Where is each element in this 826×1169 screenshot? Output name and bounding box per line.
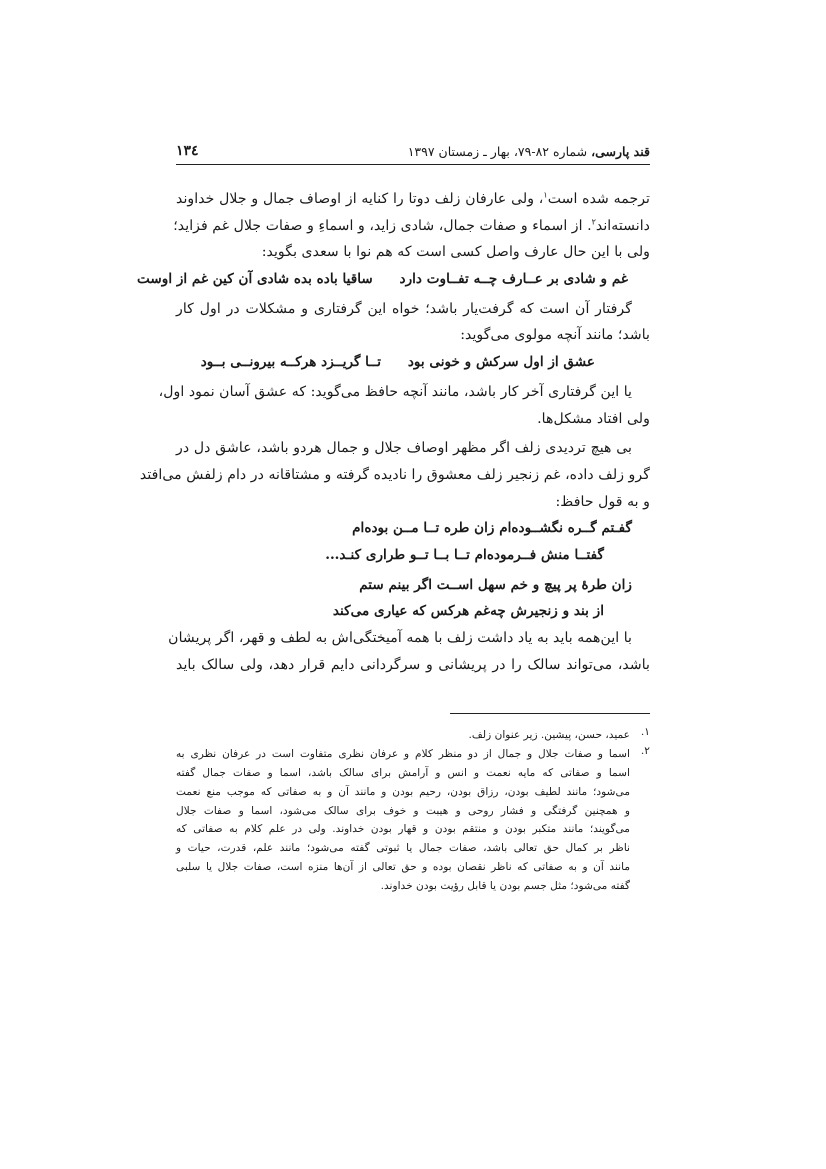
running-header <box>176 142 650 165</box>
page-number: ۱۳٤ <box>176 143 199 159</box>
verse-line: زان طرهٔ پر پیچ و خم سهل اســت اگر بینم ستم <box>359 576 632 593</box>
footnote <box>176 726 650 745</box>
text-line: ولی با این حال عارف واصل کسی است که هم نوا با سعدی بگوید: <box>261 244 650 261</box>
footnote-ref: ۲ <box>591 216 596 226</box>
footnote-line: و همچنین گرفتگی و فشار روحی و هیبت و خوف برای سالک می‌شود، اسما و صفات جلال <box>176 804 630 817</box>
footnote-line: اسما و صفاتی که مایه نعمت و انس و آرامش برای سالک باشد، اسما و صفات جمال گفته <box>176 766 630 779</box>
issue-info: شماره ۸۲-۷۹، بهار ـ زمستان ۱۳۹۷ <box>407 144 588 159</box>
verse-line <box>176 349 650 376</box>
footnote-line: می‌گویند؛ مانند متکبر بودن و منتقم بودن و قهار بودن خداوند. ولی در علم کلام به صفاتی که <box>176 823 630 836</box>
journal-citation <box>408 144 650 159</box>
verse-line: گفـتم گــره نگشــوده‌ام زان طره تــا مــن بوده‌ام <box>352 520 632 537</box>
footnote-separator <box>450 713 650 714</box>
text-line: با این‌همه باید به یاد داشت زلف با همه آمیختگی‌اش به لطف و قهر، اگر پریشان <box>168 630 632 646</box>
text-line: ولی افتاد مشکل‌ها. <box>537 410 650 427</box>
main-text <box>137 186 650 678</box>
footnote-line: گفته می‌شود؛ مثل جسم بودن یا قابل رؤیت بودن خداوند. <box>380 880 630 893</box>
verse-hemistich: غم و شادی بر عــارف چــه تفــاوت دارد <box>399 271 628 288</box>
text-line: گرفتار آن است که گرفت‌یار باشد؛ خواه این گرفتاری و مشکلات در اول کار <box>176 300 632 317</box>
text-line: و به قول حافظ: <box>555 493 650 510</box>
footnote <box>176 745 650 896</box>
text-line: ترجمه شده است$^۱$، ولی عارفان زلف دوتا را کنایه از اوصاف جمال و جلال خداوند <box>176 190 650 207</box>
footnotes <box>176 726 650 896</box>
verse-hemistich: عشق از اول سرکش و خونی بود <box>407 354 595 371</box>
verse-hemistich: ساقیا باده بده شادی آن کین غم از اوست <box>137 271 373 288</box>
verse-hemistich: تــا گریــزد هرکــه بیرونــی بــود <box>200 354 382 371</box>
footnote-line: عمید، حسن، پیشین. زیر عنوان زلف. <box>468 729 630 741</box>
verse-line: از بند و زنجیرش چه‌غم هرکس که عیاری می‌کند <box>332 603 604 620</box>
footnote-line: می‌شود؛ مانند لطیف بودن، رزاق بودن، رحیم بودن و مانند آن و به صفاتی که موجب منع نعمت <box>176 785 630 798</box>
text-line: بی هیچ تردیدی زلف اگر مظهر اوصاف جلال و جمال هردو باشد، عاشق دل در <box>176 440 632 457</box>
text-line: گرو زلف داده، غم زنجیر زلف معشوق را نادیده گرفته و مشتاقانه در دام زلفش می‌افتد <box>139 466 650 483</box>
text-line: دانسته‌اند$^۲$. از اسماء و صفات جمال، شادی زاید، و اسماءِ و صفات جلال غم فزاید؛ <box>173 216 650 234</box>
footnote-line: ناظر بر کمال حق تعالی باشد، صفات جمال یا ثبوتی گفته می‌شود؛ مانند علم، قدرت، حیات و <box>176 842 630 855</box>
footnote-line: مانند آن و به صفاتی که ناظر نقصان بوده و حق تعالی از آن‌ها منزه است، صفات جلال یا سلبی <box>176 861 630 874</box>
journal-name: قند پارسی، <box>591 144 650 159</box>
footnote-line: اسما و صفات جلال و جمال از دو منظر کلام و عرفان نظری متفاوت است در عرفان نظری به <box>176 747 630 760</box>
text-line: یا این گرفتاری آخر کار باشد، مانند آنچه حافظ می‌گوید: که عشق آسان نمود اول، <box>158 383 632 400</box>
text-line: باشد؛ مانند آنچه مولوی می‌گوید: <box>460 327 650 344</box>
verse-line: گفتــا منش فــرموده‌ام تــا بــا تــو طراری کنـد... <box>325 546 604 563</box>
footnote-number: ۲. <box>640 744 650 757</box>
text-line: باشد، می‌تواند سالک را در پریشانی و سرگردانی دایم قرار دهد، ولی سالک باید <box>176 656 650 673</box>
footnote-ref: ۱ <box>543 190 548 200</box>
verse-line <box>137 266 650 293</box>
footnote-number: ۱. <box>640 726 650 738</box>
